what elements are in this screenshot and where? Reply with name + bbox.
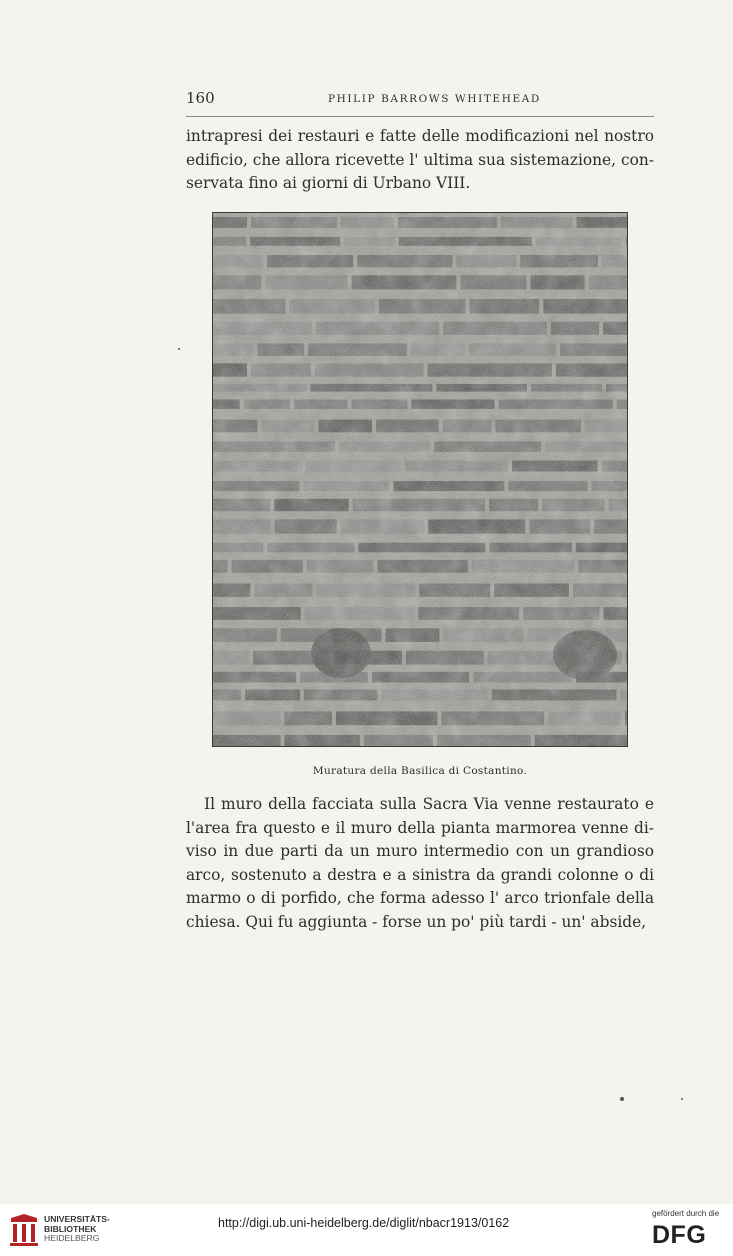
page-header: [186, 89, 654, 109]
text-line: intrapresi dei restauri e fatte delle modificazioni nel nostro: [186, 127, 654, 145]
masonry-photograph: [212, 212, 628, 747]
figure-caption: Muratura della Basilica di Costantino.: [312, 765, 528, 777]
text-line: edificio, che allora ricevette l' ultima sua sistemazione, con-: [186, 150, 654, 169]
body-paragraph: [186, 793, 654, 934]
header-rule: [186, 116, 654, 117]
text-line: l'area fra questo e il muro della pianta marmorea venne di-: [186, 818, 654, 837]
footer-institution: [44, 1215, 110, 1244]
page-number: 160: [186, 89, 215, 107]
footer-bar: [0, 1204, 733, 1256]
text-line: marmo o di porfido, che forma adesso l' arco trionfale della: [186, 889, 654, 907]
text-line: chiesa. Qui fu aggiunta - forse un po' più tardi - un' abside,: [186, 912, 647, 931]
institution-line: BIBLIOTHEK: [44, 1223, 97, 1234]
body-paragraph: [186, 125, 654, 196]
paper-speck: [178, 348, 180, 350]
institution-line: HEIDELBERG: [44, 1233, 100, 1243]
paper-speck: [681, 1098, 683, 1100]
text-line: viso in due parti da un muro intermedio con un grandioso: [186, 842, 654, 860]
dfg-logo: DFG: [652, 1221, 707, 1249]
institution-line: UNIVERSITÄTS-: [44, 1214, 110, 1224]
paper-speck: [620, 1097, 624, 1101]
university-logo-icon: [8, 1212, 40, 1248]
text-line: Il muro della facciata sulla Sacra Via venne restaurato e: [204, 795, 654, 813]
text-line: servata fino ai giorni di Urbano VIII.: [186, 174, 471, 192]
text-line: arco, sostenuto a destra e a sinistra da grandi colonne o di: [186, 865, 654, 884]
running-head: PHILIP BARROWS WHITEHEAD: [328, 93, 541, 105]
funding-note: gefördert durch die: [652, 1209, 720, 1218]
permalink-url[interactable]: http://digi.ub.uni-heidelberg.de/diglit/nbacr1913/0162: [218, 1216, 510, 1230]
